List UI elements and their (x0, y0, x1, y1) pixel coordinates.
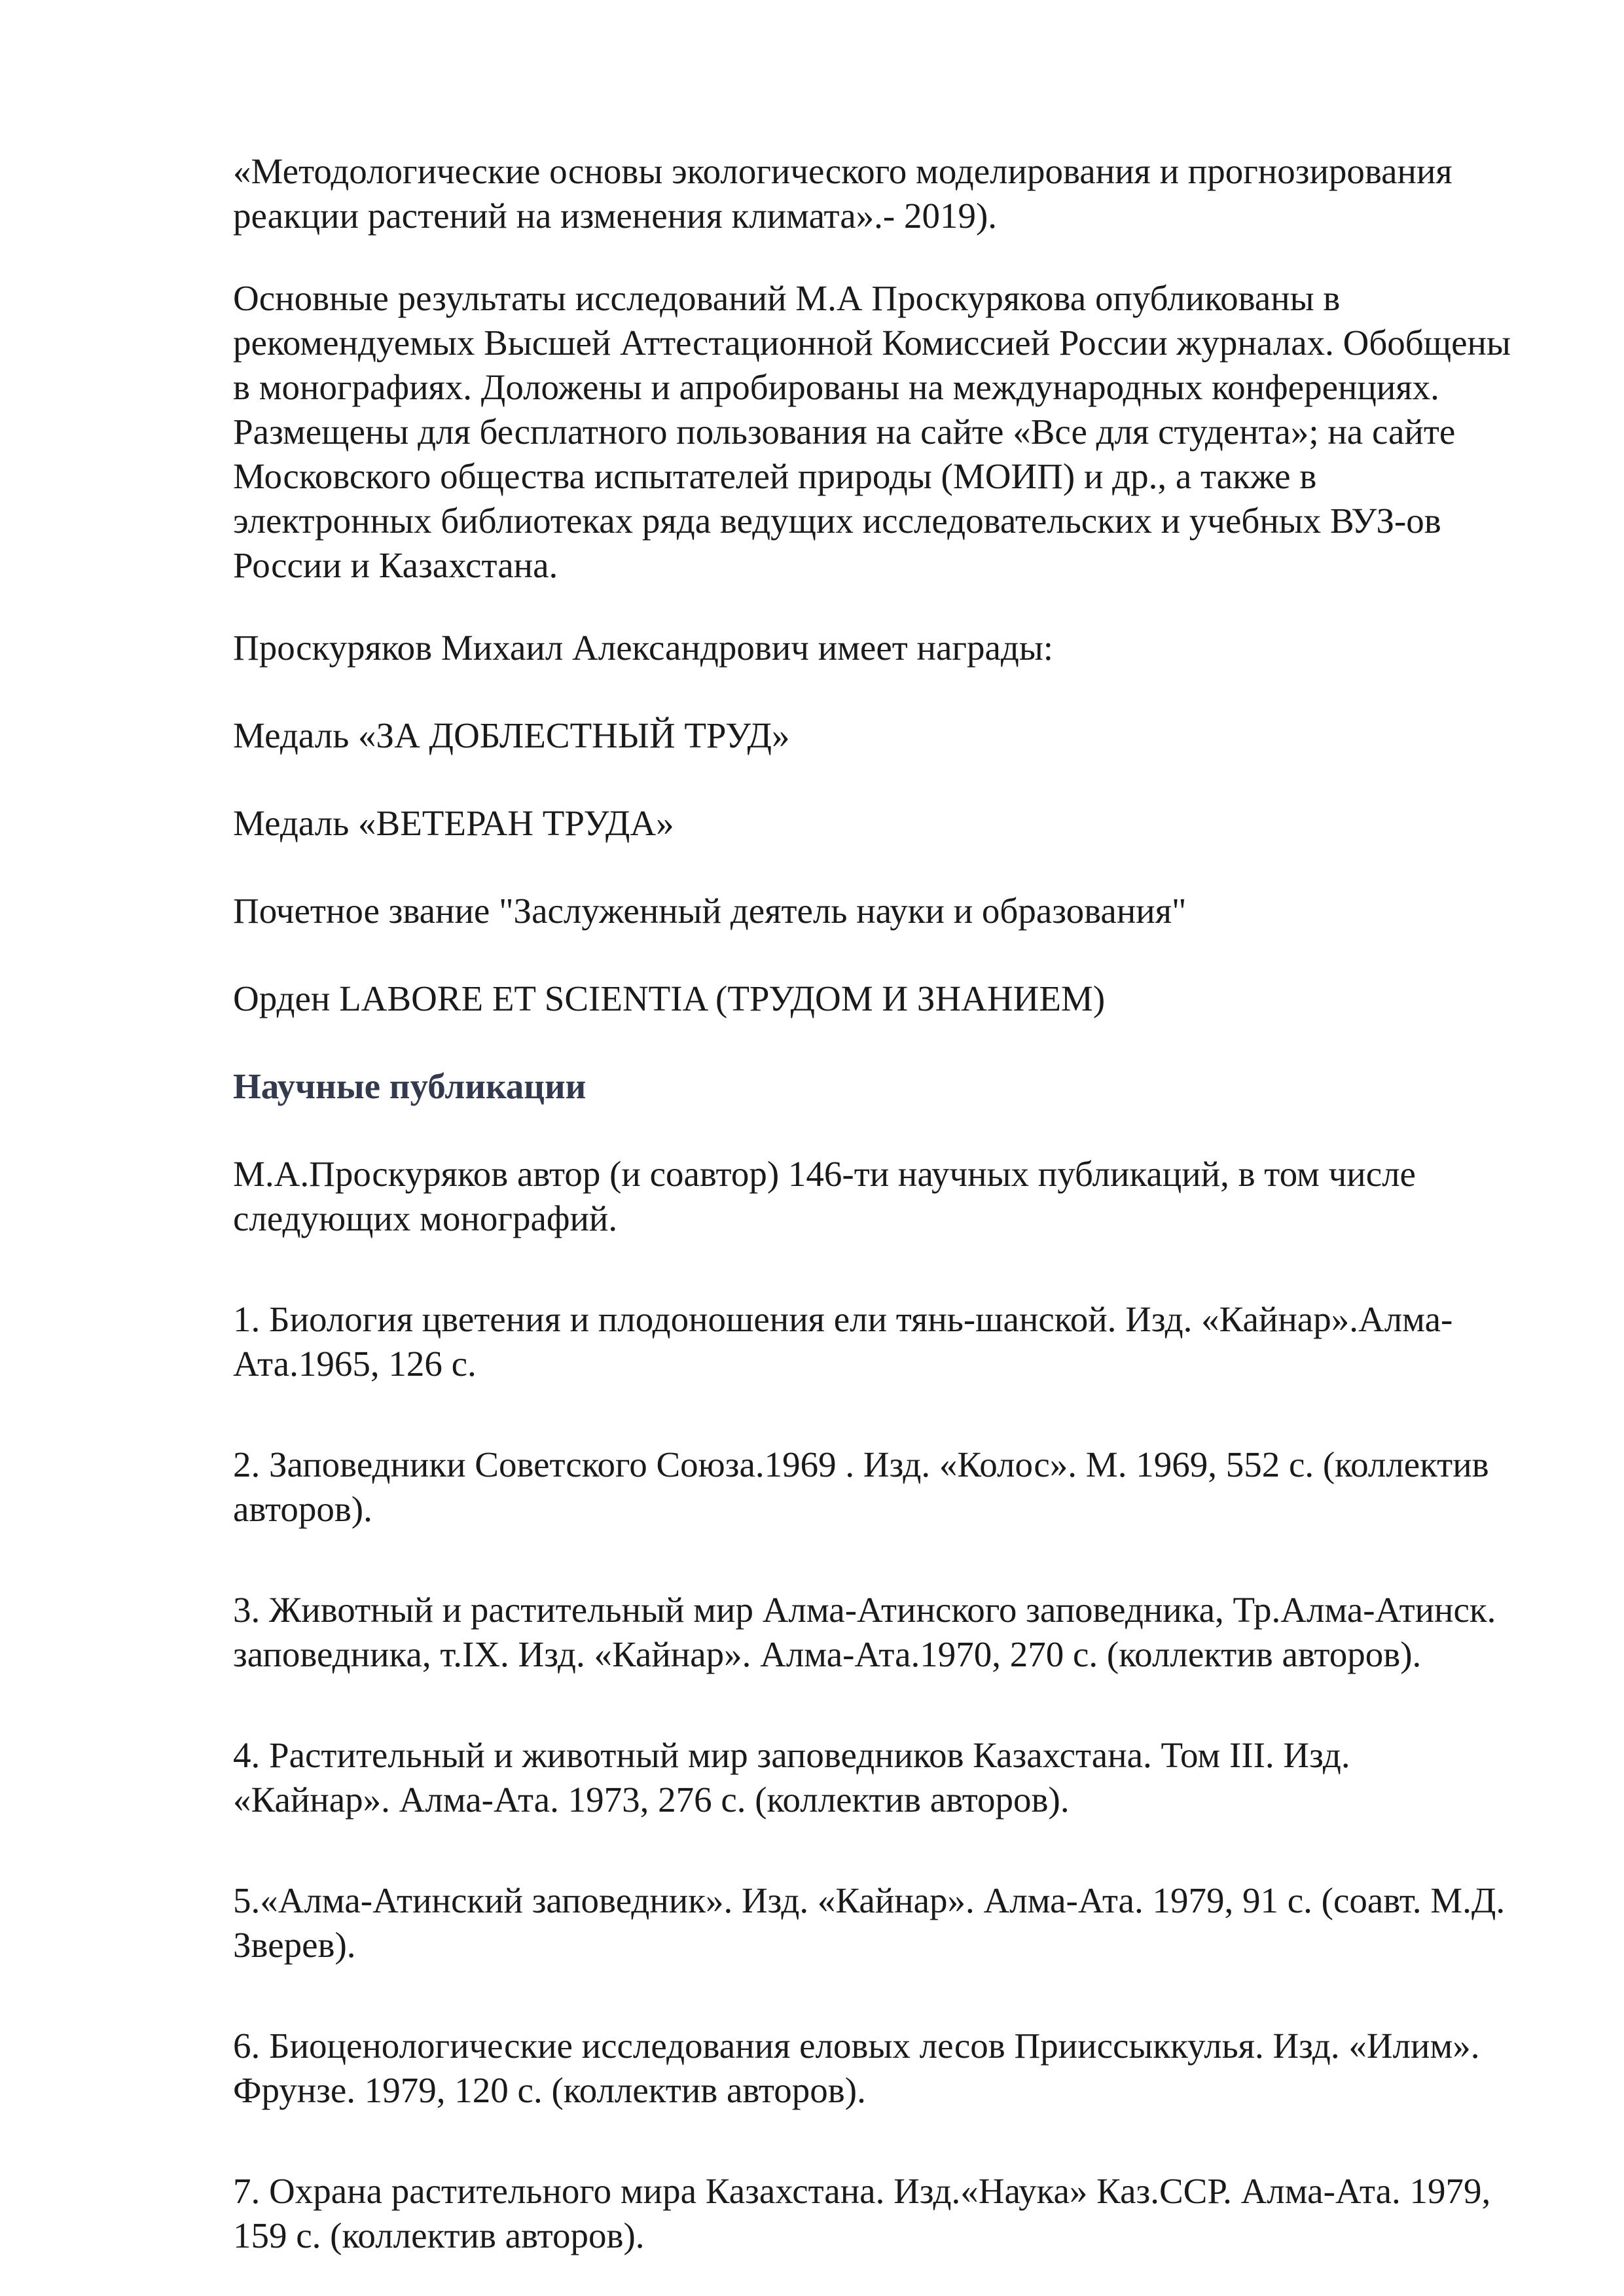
publication-item: 2. Заповедники Советского Союза.1969 . Изд. «Колос». М. 1969, 552 с. (коллектив авторов). (233, 1444, 1489, 1529)
award-item: Орден LABORE ET SCIENTIA (ТРУДОМ И ЗНАНИЕМ) (233, 978, 1106, 1018)
document-body (233, 149, 1516, 2258)
publication-item: 6. Биоценологические исследования еловых лесов Прииссыккулья. Изд. «Илим». Фрунзе. 1979, 120 с. (коллектив авторов). (233, 2026, 1480, 2110)
publication-item: 1. Биология цветения и плодоношения ели тянь-шанской. Изд. «Кайнар».Алма-Ата.1965, 126 с. (233, 1299, 1453, 1384)
award-item: Медаль «ЗА ДОБЛЕСТНЫЙ ТРУД» (233, 715, 790, 755)
publication-item: 4. Растительный и животный мир заповедников Казахстана. Том III. Изд. «Кайнар». Алма-Ата. 1973, 276 с. (коллектив авторов). (233, 1735, 1350, 1820)
publications-intro: М.А.Проскуряков автор (и соавтор) 146-ти научных публикаций, в том числе следующих монографий. (233, 1154, 1416, 1238)
results-paragraph: Основные результаты исследований М.А Проскурякова опубликованы в рекомендуемых Высшей Аттестационной Комиссией России журналах. Обобщены в монографиях. Доложены и апробированы на международных конференциях. Размещены для бесплатного пользования на сайте «Все для студента»; на сайте Московского общества испытателей природы (МОИП) и др., а также в электронных библиотеках ряда ведущих исследовательских и учебных ВУЗ-ов России и Казахстана. (233, 278, 1511, 585)
intro-continuation-paragraph: «Методологические основы экологического моделирования и прогнозирования реакции растений на изменения климата».- 2019). (233, 151, 1453, 236)
publication-item: 5.«Алма-Атинский заповедник». Изд. «Кайнар». Алма-Ата. 1979, 91 с. (соавт. М.Д. Зверев). (233, 1880, 1506, 1965)
award-item: Почетное звание "Заслуженный деятель науки и образования" (233, 891, 1187, 931)
publication-item: 7. Охрана растительного мира Казахстана. Изд.«Наука» Каз.ССР. Алма-Ата. 1979, 159 с. (коллектив авторов). (233, 2171, 1491, 2255)
award-item: Медаль «ВЕТЕРАН ТРУДА» (233, 803, 674, 843)
publication-item: 3. Животный и растительный мир Алма-Атинского заповедника, Тр.Алма-Атинск. заповедника, т.IX. Изд. «Кайнар». Алма-Ата.1970, 270 с. (коллектив авторов). (233, 1590, 1496, 1674)
awards-intro: Проскуряков Михаил Александрович имеет награды: (233, 628, 1054, 668)
section-heading-publications: Научные публикации (233, 1066, 586, 1106)
